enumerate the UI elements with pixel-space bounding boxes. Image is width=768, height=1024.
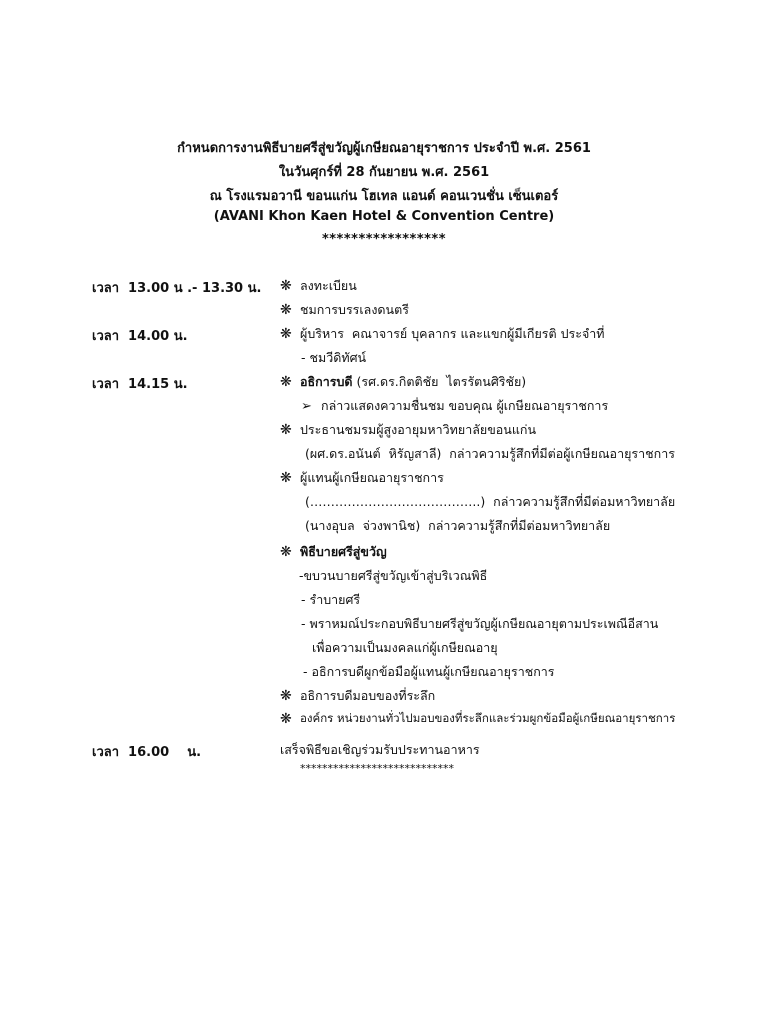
flower-bullet-icon: ❋: [280, 302, 292, 318]
list-subitem: -ขบวนบายศรีสู่ขวัญเข้าสู่บริเวณพิธี: [299, 568, 488, 583]
list-item: เสร็จพิธีขอเชิญร่วมรับประทานอาหาร: [280, 742, 480, 757]
list-subitem: - อธิการบดีผูกข้อมือผู้แทนผู้เกษียณอายุราชการ: [303, 664, 555, 679]
list-item: ❋ ลงทะเบียน: [280, 278, 357, 294]
time-4: เวลา 16.00 น.: [92, 745, 202, 760]
list-subitem: ➢ กล่าวแสดงความชื่นชม ขอบคุณ ผู้เกษียณอายุราชการ: [301, 398, 609, 414]
flower-bullet-icon: ❋: [280, 326, 292, 342]
list-subitem: เพื่อความเป็นมงคลแก่ผู้เกษียณอายุ: [312, 640, 498, 655]
flower-bullet-icon: ❋: [280, 278, 292, 294]
title-line-1: กำหนดการงานพิธีบายศรีสู่ขวัญผู้เกษียณอายุราชการ ประจำปี พ.ศ. 2561: [177, 141, 591, 156]
list-item: ❋ พิธีบายศรีสู่ขวัญ: [280, 544, 387, 560]
title-line-3: ณ โรงแรมอวานี ขอนแก่น โฮเทล แอนด์ คอนเวนชั่น เซ็นเตอร์: [209, 189, 559, 204]
list-item: ❋ ผู้แทนผู้เกษียณอายุราชการ: [280, 470, 444, 486]
time-3: เวลา 14.15 น.: [92, 377, 188, 392]
list-item: ❋ องค์กร หน่วยงานทั่วไปมอบของที่ระลึกและร่วมผูกข้อมือผู้เกษียณอายุราชการ: [280, 711, 676, 727]
arrow-bullet-icon: ➢: [301, 398, 312, 414]
list-subitem: - พราหมณ์ประกอบพิธีบายศรีสู่ขวัญผู้เกษียณอายุตามประเพณีอีสาน: [301, 616, 659, 631]
flower-bullet-icon: ❋: [280, 470, 292, 486]
list-subitem: (นางอุบล จ่วงพานิช) กล่าวความรู้สึกที่มีต่อมหาวิทยาลัย: [305, 518, 611, 533]
flower-bullet-icon: ❋: [280, 544, 292, 560]
end-stars: ****************************: [300, 762, 454, 775]
list-item: ❋ อธิการบดีมอบของที่ระลึก: [280, 688, 436, 704]
flower-bullet-icon: ❋: [280, 711, 292, 727]
list-subitem: - รำบายศรี: [301, 592, 361, 607]
flower-bullet-icon: ❋: [280, 374, 292, 390]
list-subitem: - ชมวีดิทัศน์: [301, 350, 367, 365]
title-line-2: ในวันศุกร์ที่ 28 กันยายน พ.ศ. 2561: [278, 165, 490, 180]
list-subitem: (…………………………………..) กล่าวความรู้สึกที่มีต่อมหาวิทยาลัย: [305, 494, 676, 509]
list-item: ❋ ประธานชมรมผู้สูงอายุมหาวิทยาลัยขอนแก่น: [280, 422, 536, 438]
flower-bullet-icon: ❋: [280, 688, 292, 704]
list-item: ❋ อธิการบดี (รศ.ดร.กิตติชัย ไตรรัตนศิริชัย): [280, 374, 527, 390]
time-2: เวลา 14.00 น.: [92, 329, 188, 344]
list-subitem: (ผศ.ดร.อนันต์ หิรัญสาลี) กล่าวความรู้สึกที่มีต่อผู้เกษียณอายุราชการ: [305, 446, 675, 461]
list-item: ❋ ชมการบรรเลงดนตรี: [280, 302, 409, 318]
title-stars: *****************: [321, 232, 447, 247]
flower-bullet-icon: ❋: [280, 422, 292, 438]
title-line-4: (AVANI Khon Kaen Hotel & Convention Centre): [213, 209, 555, 224]
time-1: เวลา 13.00 น .- 13.30 น.: [92, 281, 262, 296]
list-item: ❋ ผู้บริหาร คณาจารย์ บุคลากร และแขกผู้มีเกียรติ ประจำที่: [280, 326, 605, 342]
